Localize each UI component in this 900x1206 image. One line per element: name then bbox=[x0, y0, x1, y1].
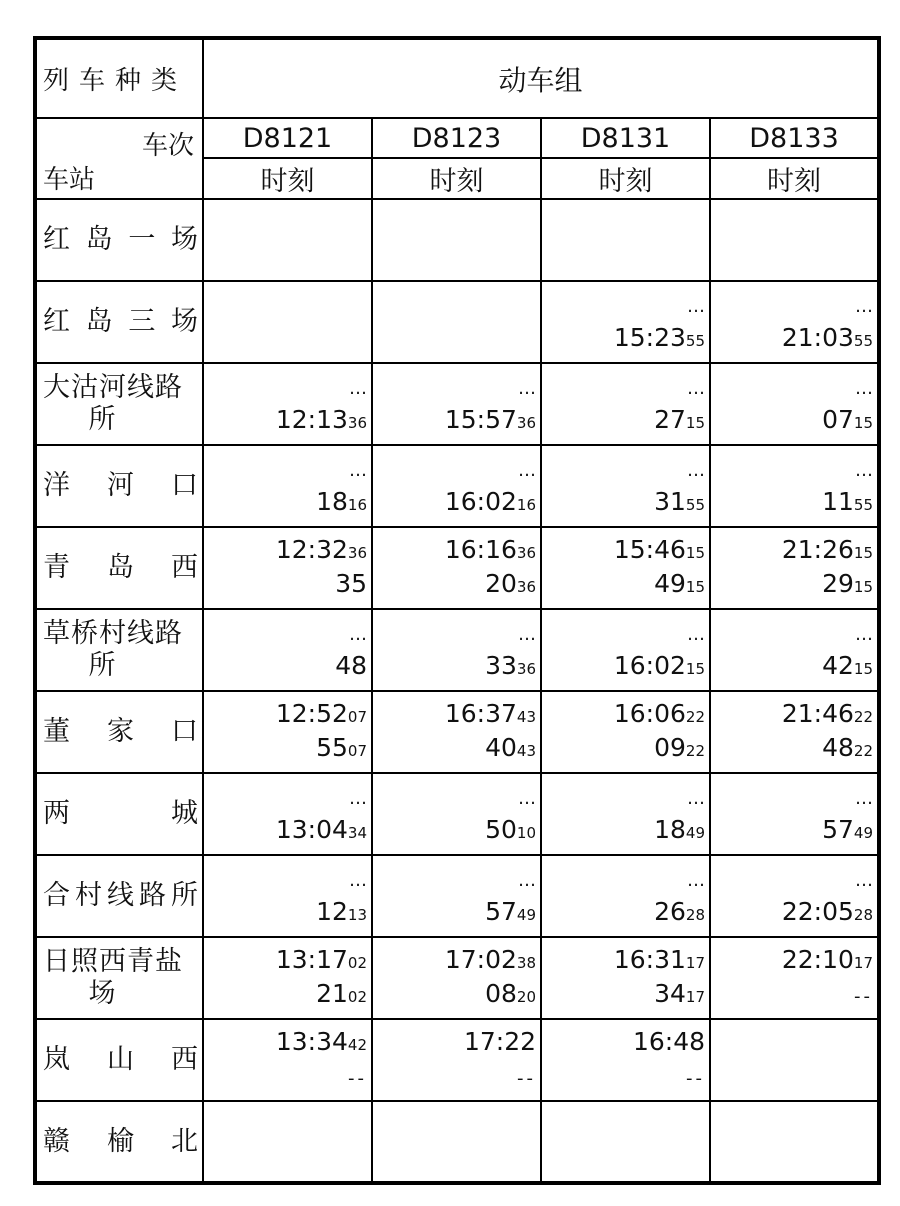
time-line bbox=[711, 896, 873, 930]
station-name-text: 大沽河线路 bbox=[43, 372, 183, 403]
time-hhmm: 12:13 bbox=[275, 405, 348, 434]
station-name bbox=[35, 773, 203, 855]
station-name bbox=[35, 199, 203, 281]
time-line bbox=[204, 1026, 367, 1060]
time-line bbox=[711, 486, 873, 520]
time-hhmm: 13:34 bbox=[275, 1027, 348, 1056]
time-cell bbox=[203, 363, 372, 445]
time-line bbox=[542, 814, 705, 848]
station-name bbox=[35, 855, 203, 937]
time-seconds: 13 bbox=[347, 906, 367, 924]
time-seconds: 49 bbox=[685, 824, 705, 842]
table-row bbox=[35, 527, 879, 609]
time-line bbox=[373, 944, 536, 978]
station-name-text: 董家口 bbox=[43, 716, 198, 747]
time-cell bbox=[710, 1101, 879, 1183]
time-line bbox=[542, 780, 705, 814]
time-cell bbox=[541, 609, 710, 691]
pass-through-mark: … bbox=[687, 624, 705, 645]
time-seconds: 36 bbox=[516, 578, 536, 596]
time-line bbox=[542, 862, 705, 896]
time-cell bbox=[710, 527, 879, 609]
table-row bbox=[35, 691, 879, 773]
time-line bbox=[204, 896, 367, 930]
time-hhmm: 22:10 bbox=[781, 945, 854, 974]
pass-through-mark: … bbox=[687, 870, 705, 891]
time-line bbox=[373, 780, 536, 814]
time-cell bbox=[541, 691, 710, 773]
time-hhmm: 12:32 bbox=[275, 535, 348, 564]
time-hhmm: 21:03 bbox=[781, 323, 854, 352]
time-cell bbox=[203, 199, 372, 281]
time-line bbox=[542, 616, 705, 650]
station-name bbox=[35, 363, 203, 445]
time-line bbox=[204, 616, 367, 650]
time-header: 时刻 bbox=[372, 158, 541, 199]
time-line bbox=[204, 780, 367, 814]
time-cell bbox=[203, 1019, 372, 1101]
time-hhmm: 33 bbox=[485, 651, 517, 680]
time-hhmm: 21:46 bbox=[781, 699, 854, 728]
time-cell bbox=[372, 527, 541, 609]
time-cell bbox=[541, 281, 710, 363]
time-hhmm: 13:17 bbox=[275, 945, 348, 974]
time-cell bbox=[372, 1101, 541, 1183]
time-hhmm: 15:57 bbox=[444, 405, 517, 434]
no-time-mark: -- bbox=[686, 1068, 705, 1089]
station-name-text: 合村线路所 bbox=[43, 880, 198, 911]
time-hhmm: 07 bbox=[822, 405, 854, 434]
time-line bbox=[711, 732, 873, 766]
time-line bbox=[711, 698, 873, 732]
time-line bbox=[373, 1060, 536, 1094]
time-line bbox=[373, 732, 536, 766]
time-line bbox=[711, 534, 873, 568]
time-line bbox=[711, 288, 873, 322]
train-number: D8121 bbox=[203, 118, 372, 158]
time-header: 时刻 bbox=[710, 158, 879, 199]
time-hhmm: 17:22 bbox=[463, 1027, 536, 1056]
station-name-text: 场 bbox=[88, 978, 117, 1009]
time-line bbox=[373, 370, 536, 404]
corner-header-cell bbox=[35, 118, 203, 199]
time-seconds: 15 bbox=[685, 660, 705, 678]
time-cell bbox=[372, 445, 541, 527]
station-name-text: 日照西青盐 bbox=[43, 946, 183, 977]
time-line bbox=[711, 322, 873, 356]
time-line bbox=[711, 944, 873, 978]
table-row bbox=[35, 937, 879, 1019]
table-row bbox=[35, 773, 879, 855]
pass-through-mark: … bbox=[518, 460, 536, 481]
time-cell bbox=[203, 281, 372, 363]
time-seconds: 15 bbox=[685, 578, 705, 596]
pass-through-mark: … bbox=[687, 788, 705, 809]
time-cell bbox=[372, 281, 541, 363]
time-line bbox=[542, 370, 705, 404]
time-line bbox=[542, 568, 705, 602]
pass-through-mark: … bbox=[687, 378, 705, 399]
time-seconds: 20 bbox=[516, 988, 536, 1006]
time-seconds: 15 bbox=[685, 544, 705, 562]
time-cell bbox=[541, 363, 710, 445]
time-line bbox=[711, 568, 873, 602]
time-seconds: 43 bbox=[516, 742, 536, 760]
time-line bbox=[711, 862, 873, 896]
time-hhmm: 21 bbox=[316, 979, 348, 1008]
time-line bbox=[542, 452, 705, 486]
time-seconds: 36 bbox=[347, 414, 367, 432]
time-seconds: 22 bbox=[853, 742, 874, 760]
time-cell bbox=[541, 199, 710, 281]
time-hhmm: 22:05 bbox=[781, 897, 854, 926]
time-hhmm: 15:23 bbox=[613, 323, 686, 352]
time-hhmm: 17:02 bbox=[444, 945, 517, 974]
time-seconds: 15 bbox=[853, 544, 874, 562]
train-number: D8131 bbox=[541, 118, 710, 158]
time-hhmm: 34 bbox=[654, 979, 686, 1008]
station-name-text: 赣榆北 bbox=[43, 1125, 198, 1157]
time-line bbox=[204, 978, 367, 1012]
time-line bbox=[373, 534, 536, 568]
time-line bbox=[373, 568, 536, 602]
time-line bbox=[711, 650, 873, 684]
timetable bbox=[33, 36, 881, 1185]
time-seconds: 55 bbox=[685, 332, 705, 350]
time-cell bbox=[541, 773, 710, 855]
time-hhmm: 40 bbox=[485, 733, 517, 762]
time-seconds: 55 bbox=[685, 496, 705, 514]
station-name bbox=[35, 609, 203, 691]
time-line bbox=[373, 814, 536, 848]
time-cell bbox=[541, 855, 710, 937]
pass-through-mark: … bbox=[518, 378, 536, 399]
time-hhmm: 27 bbox=[654, 405, 686, 434]
station-name-text: 青岛西 bbox=[43, 552, 198, 583]
table-row bbox=[35, 445, 879, 527]
time-cell bbox=[710, 855, 879, 937]
time-line bbox=[711, 780, 873, 814]
time-hhmm: 48 bbox=[335, 651, 367, 680]
train-number: D8123 bbox=[372, 118, 541, 158]
pass-through-mark: … bbox=[349, 870, 367, 891]
station-name bbox=[35, 1101, 203, 1183]
time-line bbox=[204, 862, 367, 896]
time-line bbox=[373, 650, 536, 684]
time-cell bbox=[203, 1101, 372, 1183]
table-row bbox=[35, 1019, 879, 1101]
time-line bbox=[204, 404, 367, 438]
time-line bbox=[204, 650, 367, 684]
time-line bbox=[373, 862, 536, 896]
time-hhmm: 16:48 bbox=[632, 1027, 705, 1056]
pass-through-mark: … bbox=[855, 870, 874, 891]
time-line bbox=[373, 896, 536, 930]
time-line bbox=[204, 534, 367, 568]
time-cell bbox=[541, 1101, 710, 1183]
no-time-mark: -- bbox=[348, 1068, 367, 1089]
time-seconds: 15 bbox=[853, 660, 874, 678]
station-name bbox=[35, 527, 203, 609]
time-cell bbox=[203, 773, 372, 855]
time-hhmm: 15:46 bbox=[613, 535, 686, 564]
pass-through-mark: … bbox=[687, 296, 705, 317]
time-line bbox=[204, 568, 367, 602]
pass-through-mark: … bbox=[855, 378, 874, 399]
station-name-text: 所 bbox=[88, 650, 117, 681]
time-cell bbox=[372, 1019, 541, 1101]
time-hhmm: 16:02 bbox=[613, 651, 686, 680]
time-hhmm: 57 bbox=[822, 815, 854, 844]
time-header: 时刻 bbox=[541, 158, 710, 199]
time-line bbox=[542, 732, 705, 766]
time-cell bbox=[541, 527, 710, 609]
time-hhmm: 12 bbox=[316, 897, 348, 926]
time-line bbox=[373, 404, 536, 438]
time-line bbox=[204, 486, 367, 520]
time-line bbox=[542, 1026, 705, 1060]
time-cell bbox=[710, 445, 879, 527]
station-name-text: 两城 bbox=[43, 798, 198, 829]
time-seconds: 15 bbox=[853, 414, 874, 432]
station-name bbox=[35, 281, 203, 363]
time-line bbox=[711, 814, 873, 848]
time-seconds: 42 bbox=[347, 1036, 367, 1054]
time-seconds: 07 bbox=[347, 742, 367, 760]
time-cell bbox=[710, 199, 879, 281]
time-seconds: 16 bbox=[516, 496, 536, 514]
time-hhmm: 55 bbox=[316, 733, 348, 762]
time-line bbox=[542, 288, 705, 322]
pass-through-mark: … bbox=[518, 624, 536, 645]
time-line bbox=[373, 1026, 536, 1060]
time-seconds: 02 bbox=[347, 988, 367, 1006]
time-cell bbox=[710, 773, 879, 855]
time-hhmm: 49 bbox=[654, 569, 686, 598]
time-header: 时刻 bbox=[203, 158, 372, 199]
time-seconds: 55 bbox=[853, 496, 874, 514]
time-seconds: 36 bbox=[516, 660, 536, 678]
pass-through-mark: … bbox=[349, 460, 367, 481]
time-seconds: 22 bbox=[685, 708, 705, 726]
time-seconds: 15 bbox=[685, 414, 705, 432]
time-cell bbox=[710, 937, 879, 1019]
time-line bbox=[373, 698, 536, 732]
time-cell bbox=[541, 1019, 710, 1101]
time-line bbox=[711, 978, 873, 1012]
time-cell bbox=[203, 445, 372, 527]
time-hhmm: 20 bbox=[485, 569, 517, 598]
time-seconds: 10 bbox=[516, 824, 536, 842]
pass-through-mark: … bbox=[855, 460, 874, 481]
time-seconds: 02 bbox=[347, 954, 367, 972]
time-cell bbox=[372, 937, 541, 1019]
time-line bbox=[373, 616, 536, 650]
time-hhmm: 16:06 bbox=[613, 699, 686, 728]
station-name bbox=[35, 691, 203, 773]
time-line bbox=[711, 452, 873, 486]
time-line bbox=[542, 1060, 705, 1094]
time-hhmm: 11 bbox=[822, 487, 854, 516]
time-line bbox=[542, 896, 705, 930]
station-name-text: 所 bbox=[88, 404, 117, 435]
time-hhmm: 26 bbox=[654, 897, 686, 926]
table-row bbox=[35, 1101, 879, 1183]
time-seconds: 17 bbox=[853, 954, 874, 972]
time-hhmm: 16:37 bbox=[444, 699, 517, 728]
time-line bbox=[373, 486, 536, 520]
time-seconds: 34 bbox=[347, 824, 367, 842]
time-hhmm: 29 bbox=[822, 569, 854, 598]
time-line bbox=[204, 814, 367, 848]
time-hhmm: 08 bbox=[485, 979, 517, 1008]
time-line bbox=[204, 698, 367, 732]
time-line bbox=[711, 370, 873, 404]
pass-through-mark: … bbox=[349, 378, 367, 399]
time-cell bbox=[203, 527, 372, 609]
time-line bbox=[373, 978, 536, 1012]
station-name bbox=[35, 445, 203, 527]
time-seconds: 07 bbox=[347, 708, 367, 726]
time-seconds: 17 bbox=[685, 954, 705, 972]
time-seconds: 36 bbox=[347, 544, 367, 562]
time-cell bbox=[710, 281, 879, 363]
station-name-text: 草桥村线路 bbox=[43, 618, 183, 649]
time-hhmm: 31 bbox=[654, 487, 686, 516]
time-cell bbox=[710, 1019, 879, 1101]
time-seconds: 36 bbox=[516, 414, 536, 432]
time-seconds: 55 bbox=[853, 332, 874, 350]
time-line bbox=[711, 404, 873, 438]
station-name-text: 红岛三场 bbox=[43, 306, 198, 337]
no-time-mark: -- bbox=[854, 986, 874, 1007]
time-line bbox=[711, 616, 873, 650]
time-seconds: 16 bbox=[347, 496, 367, 514]
pass-through-mark: … bbox=[349, 788, 367, 809]
time-line bbox=[542, 486, 705, 520]
time-seconds: 22 bbox=[853, 708, 874, 726]
station-name-text: 洋河口 bbox=[43, 470, 198, 501]
time-line bbox=[542, 404, 705, 438]
table-row bbox=[35, 199, 879, 281]
time-seconds: 43 bbox=[516, 708, 536, 726]
pass-through-mark: … bbox=[518, 870, 536, 891]
time-cell bbox=[203, 937, 372, 1019]
time-hhmm: 18 bbox=[654, 815, 686, 844]
time-hhmm: 09 bbox=[654, 733, 686, 762]
station-name bbox=[35, 937, 203, 1019]
time-line bbox=[204, 1060, 367, 1094]
time-cell bbox=[372, 199, 541, 281]
pass-through-mark: … bbox=[349, 624, 367, 645]
time-seconds: 49 bbox=[516, 906, 536, 924]
time-cell bbox=[541, 937, 710, 1019]
time-hhmm: 21:26 bbox=[781, 535, 854, 564]
time-cell bbox=[541, 445, 710, 527]
time-line bbox=[542, 698, 705, 732]
time-seconds: 17 bbox=[685, 988, 705, 1006]
time-line bbox=[204, 732, 367, 766]
time-hhmm: 57 bbox=[485, 897, 517, 926]
time-hhmm: 12:52 bbox=[275, 699, 348, 728]
time-hhmm: 42 bbox=[822, 651, 854, 680]
time-cell bbox=[372, 363, 541, 445]
time-hhmm: 18 bbox=[316, 487, 348, 516]
table-row bbox=[35, 363, 879, 445]
time-cell bbox=[203, 609, 372, 691]
station-header: 车站 bbox=[43, 165, 96, 195]
table-row bbox=[35, 281, 879, 363]
time-line bbox=[204, 944, 367, 978]
time-cell bbox=[203, 691, 372, 773]
time-cell bbox=[372, 855, 541, 937]
station-name bbox=[35, 1019, 203, 1101]
pass-through-mark: … bbox=[518, 788, 536, 809]
time-line bbox=[542, 534, 705, 568]
pass-through-mark: … bbox=[855, 788, 874, 809]
pass-through-mark: … bbox=[855, 624, 874, 645]
time-line bbox=[204, 452, 367, 486]
time-hhmm: 48 bbox=[822, 733, 854, 762]
time-line bbox=[542, 978, 705, 1012]
station-name-text: 岚山西 bbox=[43, 1044, 198, 1075]
time-line bbox=[542, 322, 705, 356]
time-cell bbox=[372, 773, 541, 855]
time-seconds: 36 bbox=[516, 544, 536, 562]
table-row bbox=[35, 609, 879, 691]
pass-through-mark: … bbox=[855, 296, 874, 317]
time-hhmm: 16:31 bbox=[613, 945, 686, 974]
no-time-mark: -- bbox=[517, 1068, 536, 1089]
station-name-text: 红岛一场 bbox=[43, 224, 198, 255]
time-cell bbox=[372, 609, 541, 691]
time-line bbox=[542, 944, 705, 978]
train-kind-label: 列车种类 bbox=[35, 38, 203, 118]
time-seconds: 28 bbox=[685, 906, 705, 924]
time-seconds: 28 bbox=[853, 906, 874, 924]
time-hhmm: 50 bbox=[485, 815, 517, 844]
time-line bbox=[373, 452, 536, 486]
time-hhmm: 35 bbox=[335, 569, 367, 598]
pass-through-mark: … bbox=[687, 460, 705, 481]
time-cell bbox=[710, 609, 879, 691]
train-number-header: 车次 bbox=[141, 131, 194, 161]
time-cell bbox=[710, 691, 879, 773]
table-row bbox=[35, 855, 879, 937]
time-cell bbox=[203, 855, 372, 937]
time-seconds: 22 bbox=[685, 742, 705, 760]
time-seconds: 15 bbox=[853, 578, 874, 596]
time-seconds: 38 bbox=[516, 954, 536, 972]
time-hhmm: 13:04 bbox=[275, 815, 348, 844]
train-number: D8133 bbox=[710, 118, 879, 158]
time-hhmm: 16:02 bbox=[444, 487, 517, 516]
time-cell bbox=[710, 363, 879, 445]
time-seconds: 49 bbox=[853, 824, 874, 842]
time-hhmm: 16:16 bbox=[444, 535, 517, 564]
time-line bbox=[204, 370, 367, 404]
train-kind-value: 动车组 bbox=[203, 38, 879, 118]
time-cell bbox=[372, 691, 541, 773]
time-line bbox=[542, 650, 705, 684]
